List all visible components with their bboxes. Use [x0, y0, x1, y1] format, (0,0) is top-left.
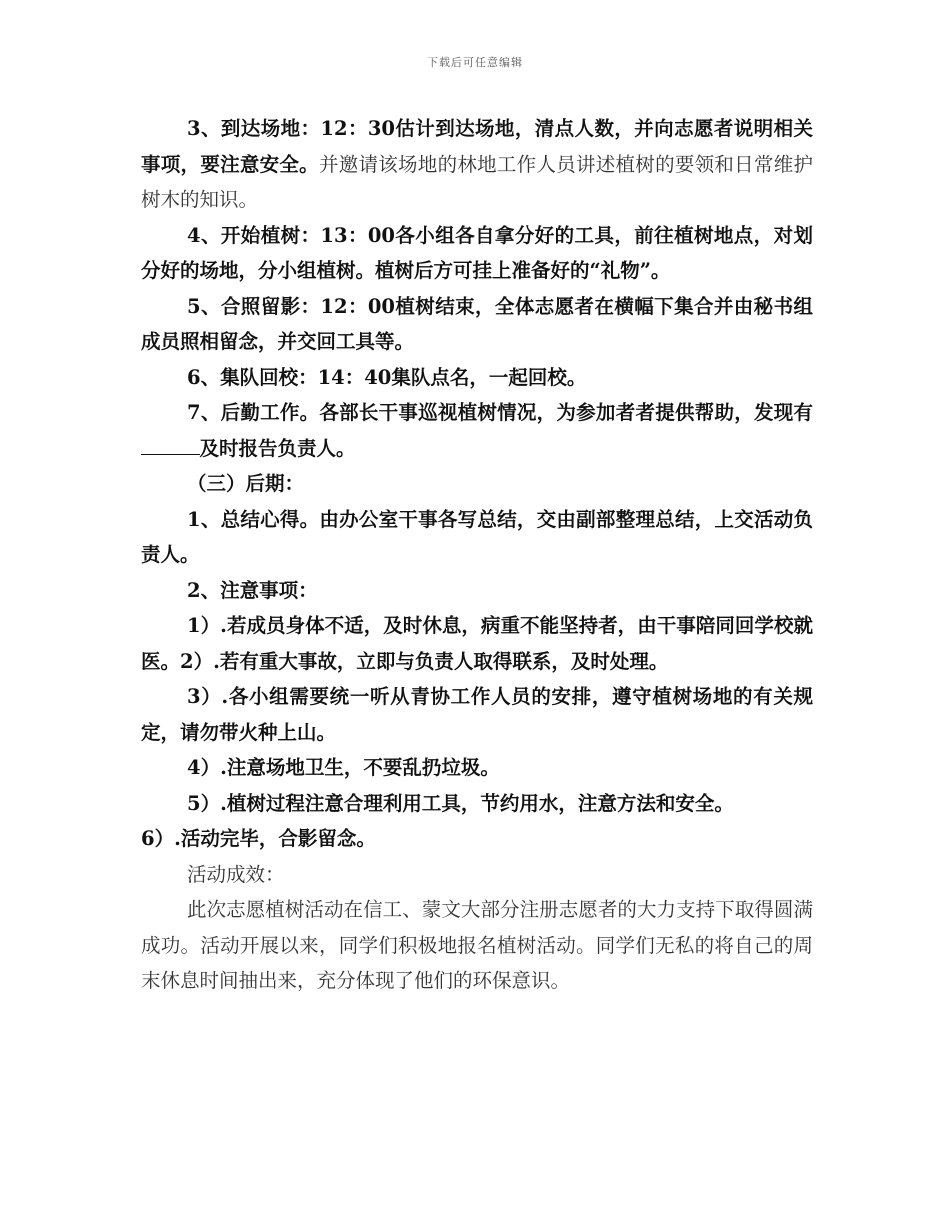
document-body [141, 111, 813, 999]
paragraph-logistics [141, 395, 813, 466]
paragraph-note-health: 1）.若成员身体不适，及时休息，病重不能坚持者，由干事陪同回学校就医。2）.若有重大事故，立即与负责人取得联系，及时处理。 [141, 614, 813, 673]
paragraph-return-school: 6、集队回校：14：40集队点名，一起回校。 [187, 365, 587, 389]
paragraph-group-photo: 5、合照留影：12：00植树结束，全体志愿者在横幅下集合并由秘书组成员照相留念，并交回工具等。 [141, 294, 813, 353]
fill-in-blank [141, 436, 200, 455]
paragraph-results-heading: 活动成效： [187, 862, 285, 886]
paragraph-note-photo-text: 6）.活动完毕，合影留念。 [141, 827, 376, 850]
page-header-note: 下载后可任意编辑 [427, 56, 523, 69]
paragraph-notes-heading: 2、注意事项： [187, 578, 318, 602]
paragraph-summary: 1、总结心得。由办公室干事各写总结，交由副部整理总结，上交活动负责人。 [141, 507, 813, 566]
paragraph-logistics-text-end: 及时报告负责人。 [199, 436, 356, 460]
paragraph-arrive-site-light: 并邀请该场地的林地工作人员讲述植树的要领和日常维护树木的知识。 [141, 152, 813, 211]
paragraph-logistics-text: 7、后勤工作。各部长干事巡视植树情况，为参加者者提供帮助，发现有 [187, 401, 813, 424]
paragraph-note-hygiene: 4）.注意场地卫生，不要乱扔垃圾。 [187, 756, 500, 779]
paragraph-results-body: 此次志愿植树活动在信工、蒙文大部分注册志愿者的大力支持下取得圆满成功。活动开展以来，同学们积极地报名植树活动。同学们无私的将自己的周末休息时间抽出来，充分体现了他们的环保意识。 [141, 898, 813, 992]
paragraph-note-tools [141, 786, 813, 857]
paragraph-note-obey: 3）.各小组需要统一听从青协工作人员的安排，遵守植树场地的有关规定，请勿带火种上山。 [141, 685, 813, 744]
section-heading-later-stage: （三）后期： [187, 472, 305, 495]
paragraph-start-planting: 4、开始植树：13：00各小组各自拿分好的工具，前往植树地点，对划分好的场地，分小组植树。植树后方可挂上准备好的“礼物”。 [141, 223, 813, 282]
paragraph-arrive-site [141, 111, 813, 218]
paragraph-note-tools-text: 5）.植树过程注意合理利用工具，节约用水，注意方法和安全。 [187, 791, 734, 815]
paragraph-arrive-site-bold: 3、到达场地：12：30估计到达场地，清点人数，并向志愿者说明相关事项，要注意安全。 [141, 117, 813, 176]
